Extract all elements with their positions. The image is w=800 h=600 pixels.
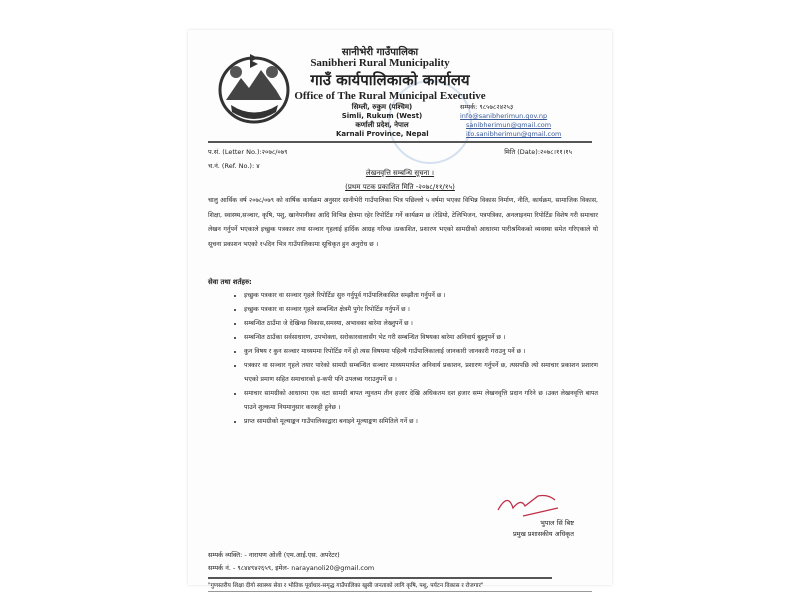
signatory-title: प्रमुख प्रशासकीय अधिकृत bbox=[512, 530, 574, 538]
address-block bbox=[336, 103, 428, 139]
contact-person: सम्पर्क व्यक्ति: - नारायण ओली (एम.आई.एस. अपरेटर) bbox=[208, 551, 340, 559]
contact-number: सम्पर्क नं. - ९८४४९४२६५९, इमेल- narayanoli20@gmail.com bbox=[208, 564, 375, 572]
government-emblem-logo bbox=[216, 50, 292, 126]
handwritten-signature bbox=[493, 490, 563, 520]
letter-page bbox=[188, 30, 612, 589]
signatory bbox=[513, 518, 574, 540]
terms-list bbox=[208, 289, 598, 429]
province-en: Karnali Province, Nepal bbox=[336, 130, 429, 138]
letter-date: मिति (Date):२०७८।११।१५ bbox=[504, 148, 572, 156]
address-np: सिम्ली, रुकुम (पश्चिम) bbox=[351, 103, 413, 111]
email-link[interactable]: ito.sanibherimun@gmail.com bbox=[466, 130, 562, 138]
term-item: • कुन विषय र कुन सञ्चार माध्यममा रिपोर्टिङ गर्ने हो त्यस विषयमा पहिल्यै गाउँपालिकालाई जानकारी जानकारी गराउनु पर्ने छ । bbox=[244, 345, 598, 359]
term-item: • प्राप्त सामग्रीको मूल्याङ्कन गाउँपालिकाद्वारा बनाइने मूल्याङ्कण समितिले गर्ने छ । bbox=[244, 415, 598, 429]
municipality-name-np: सानीभेरी गाउँपालिका bbox=[341, 47, 419, 58]
terms-heading: सेवा तथा शर्तहरु: bbox=[208, 278, 252, 286]
reference-number: च.नं. (Ref. No.): ४ bbox=[208, 162, 260, 170]
footer-slogan: "गुणस्तरीय शिक्षा दीगो स्वास्थ्य सेवा र भौतिक पूर्वाधार-समृद्ध गाउँपालिका खुसी जनताको लागि कृषि, पशु, पर्यटन विकास र रोजगार" bbox=[208, 583, 484, 589]
term-item: • समाचार सामग्रीको आधारमा एक वटा सामग्री बापत न्युनतम तीन हजार देखि अधिकतम दश हजार सम्म लेखनवृत्ति प्रदान गरिने छ ।उक्त लेखनवृत्ति बापत पाउने शुल्कमा नियमानुसार करकट्टी हुनेछ । bbox=[244, 387, 598, 415]
notice-paragraph: चालु आर्थिक वर्ष २०७८/०७९ को वार्षिक कार्यक्रम अनुसार सानीभेरी गाउँपालिका भित्र पछिल्लो ५ वर्षमा भएका विभिन्न विकास निर्माण, नीति, कार्यक्रम, सामाजिक विकास, शिक्षा, स्वास्थ्य,सञ्चार, कृषि, पशु, खानेपानीका आदि विभिन्न क्षेत्रमा रहेर रिपोर्टिङ गर्ने कार्यक्रम छ ।रेडियो, टेलिभिजन, पत्रपत्रिका, अनलाइनमा रिपोर्टिङ विशेष गरी समाचार लेखन गर्नुपर्ने भएकाले इच्छुक पत्रकार तथा सञ्चार गृहलाई हार्दिक आग्रह गरिन्छ ।प्रकाशित, प्रशारण भएको सामग्रीको आधारमा पारीश्रमिकको व्यवस्था समेत गरिएकाले यो सूचना प्रकाशन भएको १५दिन भित्र गाउँपालिकामा सूचिकृत हुन अनुरोध छ । bbox=[208, 197, 598, 248]
email-link[interactable]: info@sanibherimun.gov.np bbox=[460, 112, 548, 120]
term-item: • पत्रकार वा सञ्चार गृहले तयार पारेको सामग्री सम्बन्धित सञ्चार माध्यममार्फत अनिवार्य प्रकाशन, प्रशारण गर्नुपर्ने छ, त्यसपछि त्यो समाचार प्रकाशन प्रशारण भएको प्रमाण सहित समाचारको इ-कपी पनि उपलब्ध गराउनुपर्ने छ । bbox=[244, 359, 598, 387]
letter-number: प.सं. (Letter No.):२०७८/०७९ bbox=[208, 148, 288, 156]
header-divider bbox=[208, 141, 592, 143]
term-item: • सम्बन्धित ठाउँमा जे देखिन्छ विकास,समस्या, अभावका बारेमा लेख्नुपर्ने छ । bbox=[244, 317, 598, 331]
notice-title: लेखनवृत्ति सम्बन्धि सूचना । bbox=[365, 169, 435, 177]
footer-underline bbox=[208, 591, 592, 592]
address-en: Simli, Rukum (West) bbox=[341, 112, 423, 120]
province-np: कर्णाली प्रदेश, नेपाल bbox=[355, 121, 409, 129]
term-item: • इच्छुक पत्रकार वा सञ्चार गृहले रिपोर्टिङ सुरु गर्नुपूर्व गाउँपालिकासित सम्झौता गर्नुपर्ने छ । bbox=[244, 289, 598, 303]
phone: सम्पर्क: ९८५७८२४२५३ bbox=[460, 103, 514, 111]
signatory-name: भुपाल सिं बिष्ट bbox=[540, 519, 574, 527]
email-link[interactable]: sanibherimun@gmail.com bbox=[466, 121, 552, 129]
notice-subtitle: (प्रथम पटक प्रकाशित मिति -२०७८/११/१५) bbox=[345, 183, 455, 191]
contact-block bbox=[460, 103, 561, 139]
footer-divider bbox=[208, 577, 552, 579]
term-item: • इच्छुक पत्रकार वा सञ्चार गृहले सम्बन्धित क्षेत्रमै पुगेर रिपोर्टिङ गर्नुपर्ने छ । bbox=[244, 303, 598, 317]
office-name-np: गाउँ कार्यपालिकाको कार्यालय bbox=[310, 71, 470, 89]
office-name-en: Office of The Rural Municipal Executive bbox=[294, 90, 486, 102]
municipality-name-en: Sanibheri Rural Municipality bbox=[310, 57, 450, 69]
term-item: • सम्बन्धित ठाउँका सर्वसाधारण, उपभोक्ता, सरोकारवालासँग भेट गरी सम्बन्धित विषयका बारेमा अनिवार्य बुझ्नुपर्ने छ । bbox=[244, 331, 598, 345]
